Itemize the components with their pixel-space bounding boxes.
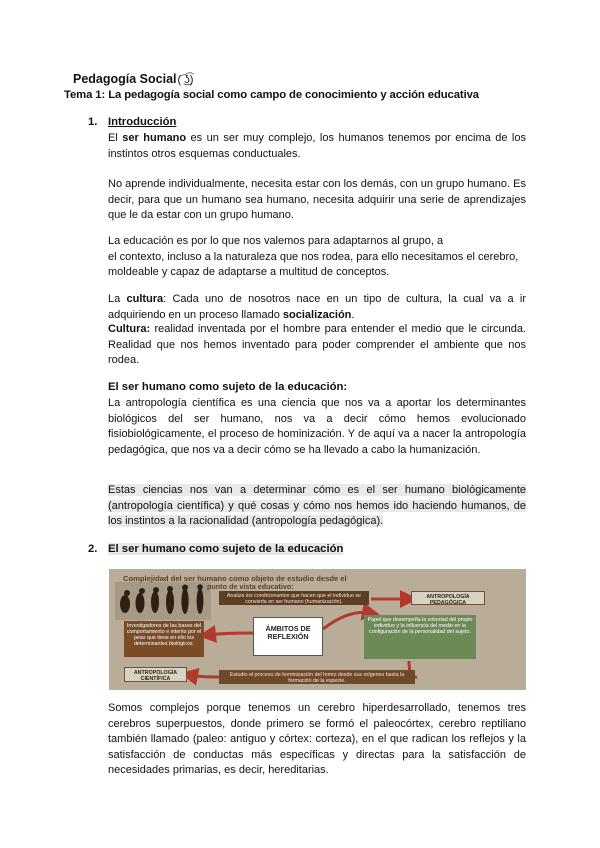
bold-cultura: cultura bbox=[126, 293, 164, 305]
figure-right-box: Papel que desempeña la voluntad del propio individuo y la influencia del medio en la configuración de la personalidad del sujeto. bbox=[364, 615, 476, 659]
bold-ser-humano: ser humano bbox=[122, 132, 187, 144]
paragraph-cerebro: Somos complejos porque tenemos un cerebro hiperdesarrollado, tenemos tres cerebros superpuestos, donde primero se formó el paleocórtex, cerebro reptiliano también llamado (paleo: antiguo y córtex: corteza), en el que radican los reflejos y la satisfacción de conductas más específicas y directas para la satisfacción de necesidades primarias, es decir, hereditarias. bbox=[108, 702, 526, 776]
section-1-heading bbox=[88, 116, 176, 128]
section-1-number: 1. bbox=[88, 116, 98, 128]
section-2-label: El ser humano como sujeto de la educación bbox=[108, 543, 344, 555]
paragraph-aprendizaje: No aprende individualmente, necesita estar con los demás, con un grupo humano. Es decir, para que un humano sea humano, necesita adquirir una serie de aprendizajes que le da estar con un grupo humano. bbox=[108, 178, 526, 221]
paragraph-antropologia: La antropología científica es una ciencia que nos va a aportar los determinantes biológicos del ser humano, nos va a decir cómo hemos evolucionado fisiobiológicamente, el proceso de hominización. Y de aquí va a nacer la antropología pedagógica, que nos va a decir cómo se ha llevado a cabo la humanización. bbox=[108, 397, 526, 456]
paragraph-ser-humano: El ser humano es un ser muy complejo, los humanos tenemos por encima de los instintos otros esquemas conductuales. bbox=[108, 132, 526, 160]
figure-bottom-bar: Estudio el proceso de hominización del homo desde sus orígenes hasta la formación de la especie. bbox=[219, 670, 415, 684]
document-subtitle: Tema 1: La pedagogía social como campo de conocimiento y acción educativa bbox=[64, 89, 479, 101]
figure-antropologia-pedagogica: ANTROPOLOGÍA PEDAGÓGICA bbox=[411, 591, 485, 605]
section-2-number: 2. bbox=[88, 543, 98, 555]
ambitos-reflexion-diagram bbox=[109, 569, 526, 690]
bold-cultura-def: Cultura: bbox=[108, 323, 151, 335]
paragraph-cultura-definicion: Cultura: realidad inventada por el hombre para entender el medio que le circunda. Realidad que nos hemos inventado para poder comprender el ambiente que nos rodea. bbox=[108, 323, 526, 366]
bold-socializacion: socialización bbox=[282, 308, 352, 321]
paragraph-cultura: La cultura: Cada uno de nosotros nace en un tipo de cultura, la cual va a ir adquiriendo en un proceso llamado socialización. bbox=[108, 293, 526, 321]
title-emoji: (͡ ͜ʖ͡) bbox=[177, 74, 194, 86]
paragraph-educacion-line1: La educación es por lo que nos valemos para adaptarnos al grupo, a bbox=[108, 235, 444, 247]
subheading-sujeto-educacion: El ser humano como sujeto de la educación: bbox=[108, 381, 348, 393]
paragraph-educacion-rest: el contexto, incluso a la naturaleza que nos rodea, para ello necesitamos el cerebro, moldeable y capaz de adaptarse a multitud de conceptos. bbox=[108, 250, 519, 278]
figure-antropologia-cientifica: ANTROPOLOGÍA CIENTÍFICA bbox=[124, 667, 187, 682]
section-2-heading bbox=[88, 543, 343, 555]
paragraph-ciencias-highlighted: Estas ciencias nos van a determinar cómo es el ser humano biológicamente (antropología científica) y qué cosas y cómo nos hemos ido haciendo humanos, de los instintos a la racionalidad (antropología pedagógica). bbox=[108, 484, 526, 527]
figure-title-line2: punto de vista educativo: bbox=[207, 582, 294, 591]
figure-title: Complejidad del ser humano como objeto de estudio desde el bbox=[123, 574, 347, 583]
figure-left-box: Investigadores de las bases del comportamiento e interés por el peso que tiene en ello los determinantes biológicos. bbox=[124, 621, 204, 657]
figure-top-bar: Analiza los condicionantes que hacen que el individuo se convierta en ser humano (humanización). bbox=[219, 591, 369, 605]
figure-center-box: ÁMBITOS DE REFLEXIÓN bbox=[253, 617, 323, 656]
document-title: Pedagogía Social(͡ ͜ʖ͡) bbox=[73, 72, 194, 86]
section-1-label: Introducción bbox=[108, 116, 177, 128]
